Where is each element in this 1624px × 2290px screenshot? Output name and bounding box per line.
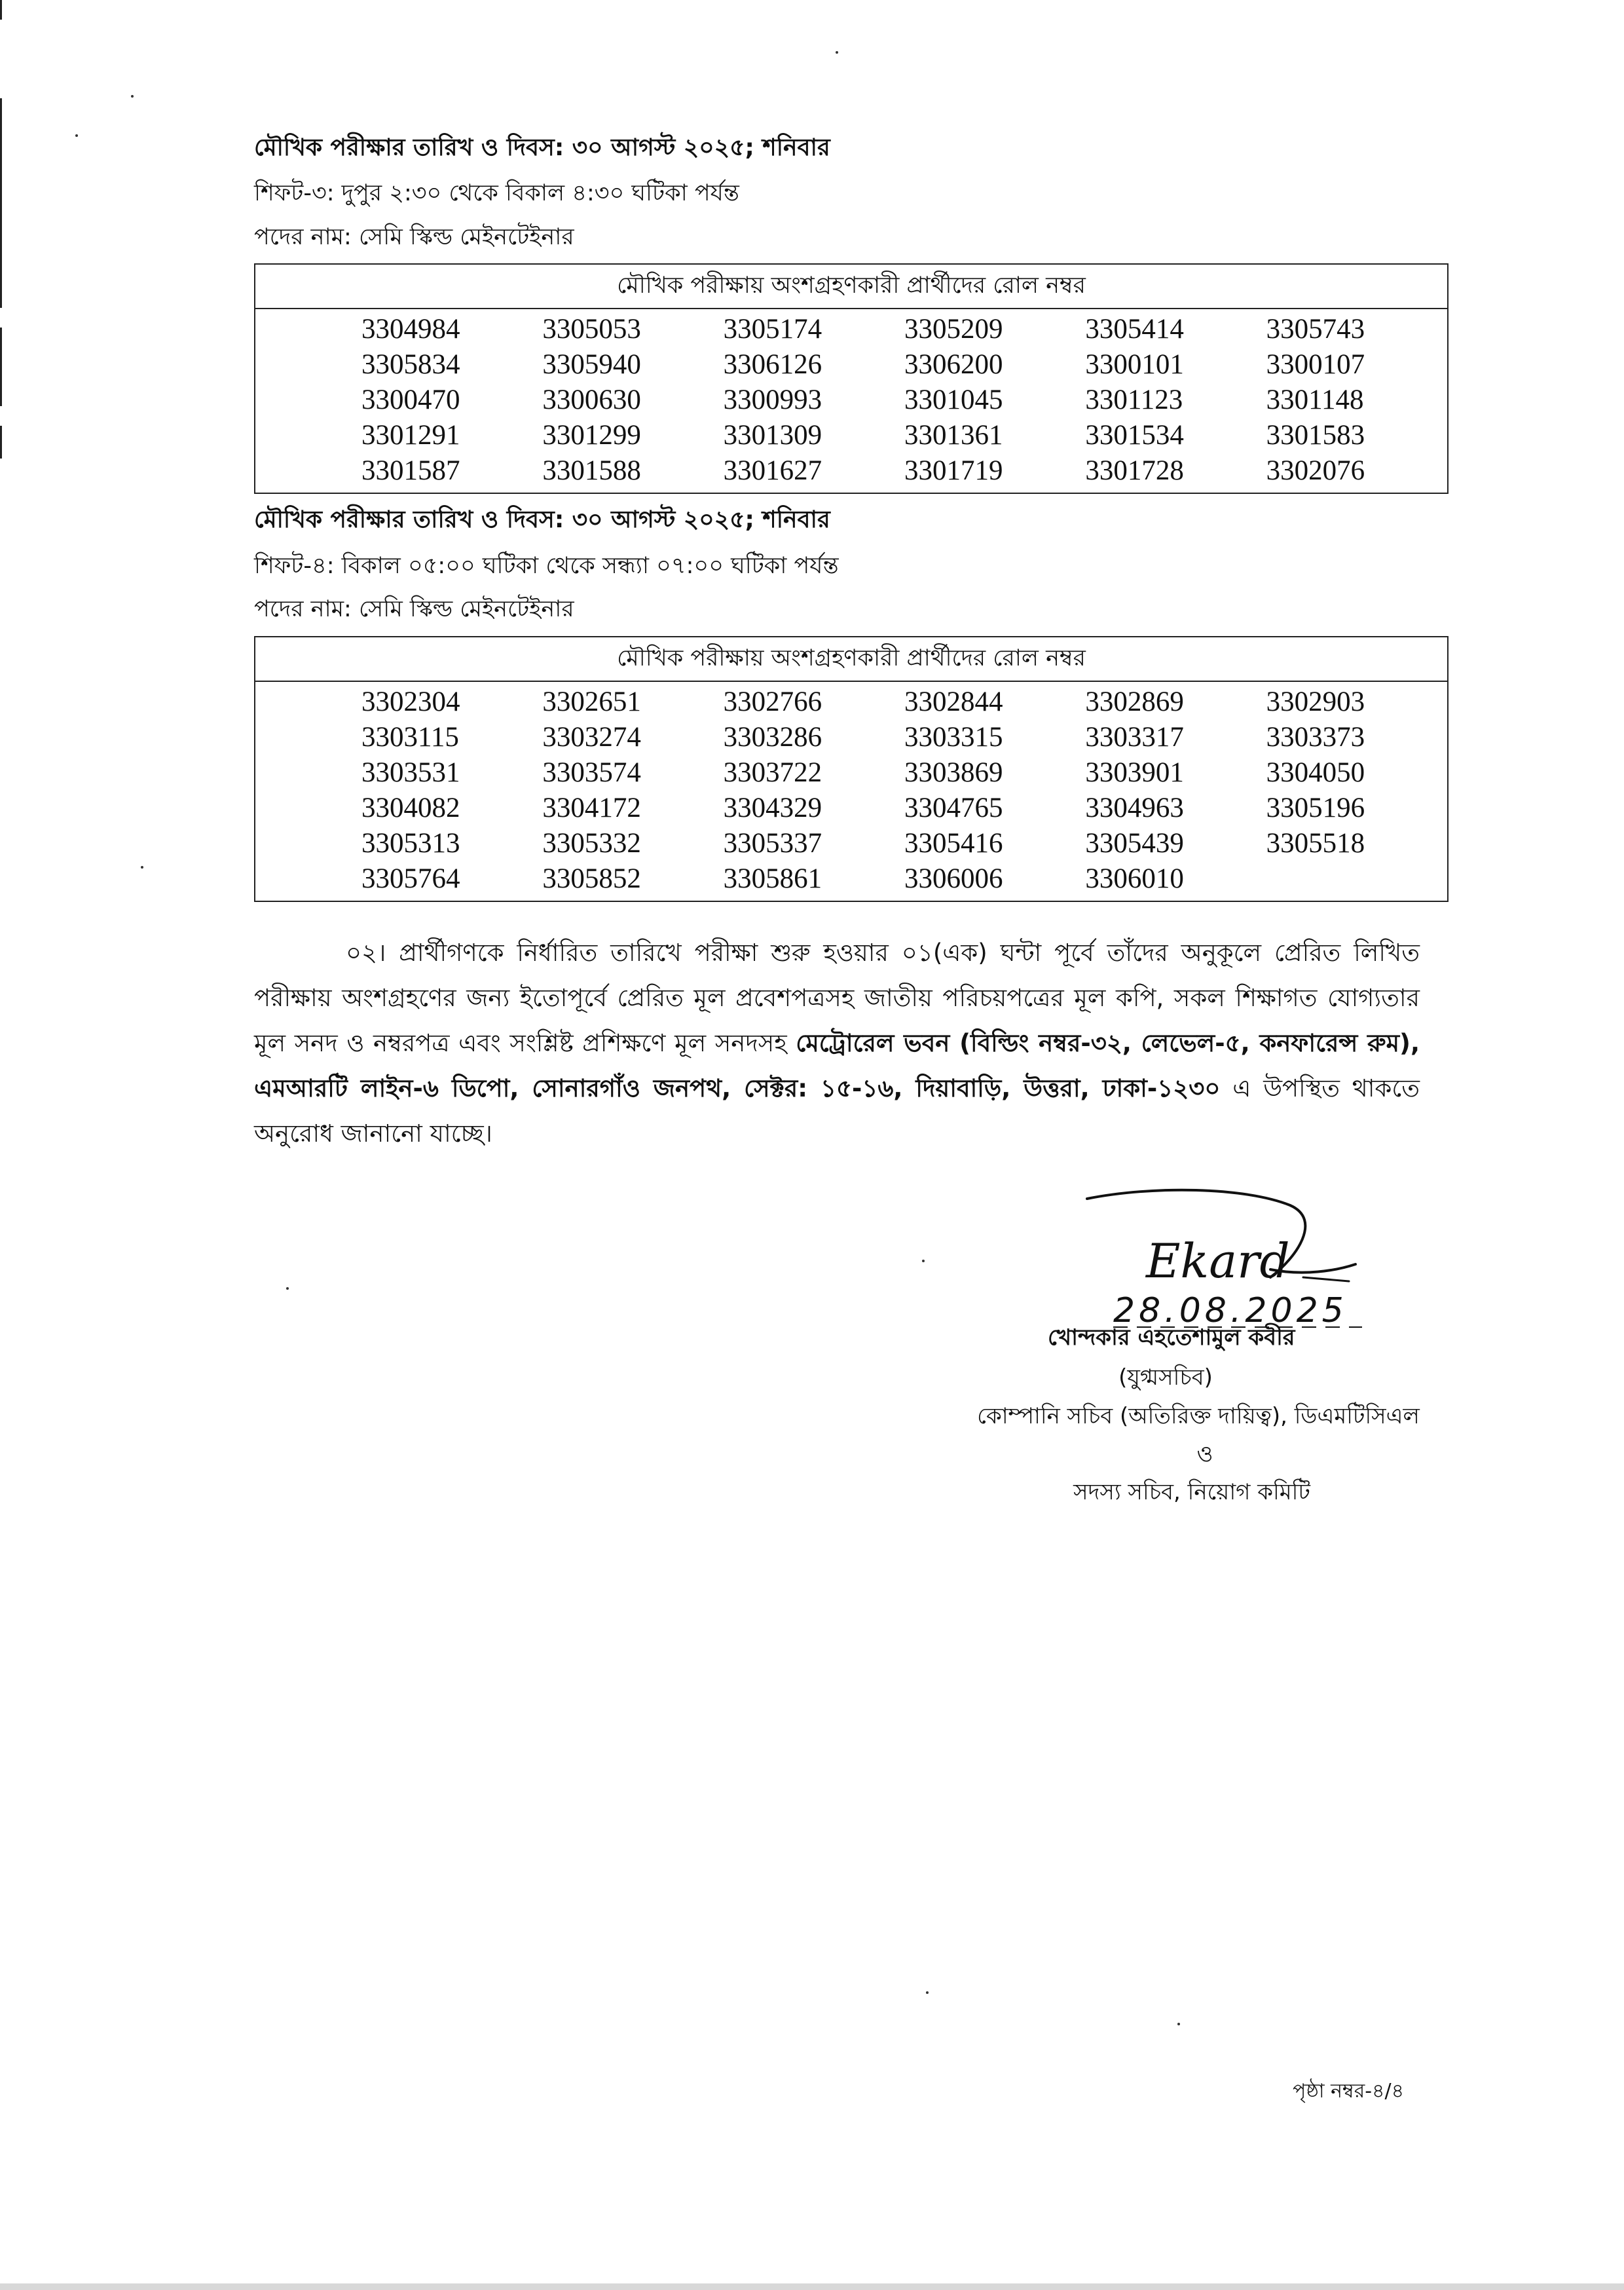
- roll-number: 3304050: [1266, 757, 1365, 788]
- signature-date-script: 28.08.2025: [1113, 1291, 1348, 1330]
- roll-number: 3300107: [1266, 349, 1365, 380]
- roll-number: 3302903: [1266, 686, 1365, 717]
- signatory-role-2: সদস্য সচিব, নিয়োগ কমিটি: [1073, 1479, 1310, 1505]
- roll-number: 3305764: [361, 863, 460, 894]
- scan-speck: [1177, 2023, 1180, 2025]
- signatory-name: খোন্দকার এহতেশামুল কবীর: [1048, 1324, 1295, 1351]
- roll-number: 3305518: [1266, 828, 1365, 859]
- roll-number: 3301534: [1085, 420, 1184, 451]
- roll-number: 3305337: [723, 828, 822, 859]
- roll-number: 3301728: [1085, 455, 1184, 486]
- table-row: [255, 685, 1447, 720]
- roll-number: 3305209: [904, 314, 1003, 345]
- roll-number: 3305416: [904, 828, 1003, 859]
- roll-number: 3301361: [904, 420, 1003, 451]
- table-row: [255, 791, 1447, 826]
- instruction-text: ০২। প্রার্থীগণকে নির্ধারিত তারিখে পরীক্ষা শুরু হওয়ার ০১(এক) ঘন্টা পূর্বে তাঁদের অনুকূলে প্রেরিত লিখিত পরীক্ষায় অংশগ্রহণের জন্য ইতোপূর্বে প্রেরিত মূল প্রবেশপত্রসহ জাতীয় পরিচয়পত্রের মূল কপি, সকল শিক্ষাগত যোগ্যতার মূল সনদ ও নম্বরপত্র এবং সংশ্লিষ্ট প্রশিক্ষণে মূল সনদসহ: [254, 939, 1420, 1057]
- scan-speck: [286, 1287, 289, 1290]
- scan-edge-mark: [0, 426, 2, 459]
- roll-number: [1266, 861, 1447, 897]
- table-row: [255, 453, 1447, 489]
- roll-number: 3305174: [723, 314, 822, 345]
- roll-number: 3305414: [1085, 314, 1184, 345]
- roll-number: 3306006: [904, 863, 1003, 894]
- roll-number: 3303115: [361, 722, 459, 753]
- roll-number: 3303373: [1266, 722, 1365, 753]
- post-name-1: পদের নাম: সেমি স্কিল্ড মেইনটেইনার: [254, 224, 574, 250]
- table-row: [255, 720, 1447, 755]
- roll-number: 3304329: [723, 793, 822, 823]
- roll-number: 3300101: [1085, 349, 1184, 380]
- scan-speck: [75, 134, 78, 137]
- roll-number: 3305861: [723, 863, 822, 894]
- roll-number: 3301587: [361, 455, 460, 486]
- roll-number: 3301627: [723, 455, 822, 486]
- shift-line-2: শিফট-৪: বিকাল ০৫:০০ ঘটিকা থেকে সন্ধ্যা ০৭:০০ ঘটিকা পর্যন্ত: [254, 553, 839, 579]
- scan-speck: [926, 1991, 929, 1994]
- table-row: [255, 383, 1447, 418]
- exam-date-heading-1: মৌখিক পরীক্ষার তারিখ ও দিবস: ৩০ আগস্ট ২০২৫; শনিবার: [254, 134, 830, 161]
- roll-number: 3303274: [542, 722, 641, 753]
- roll-table-body: [255, 682, 1447, 901]
- roll-number: 3303722: [723, 757, 822, 788]
- scan-edge-mark: [0, 0, 2, 20]
- scan-edge-mark: [0, 98, 2, 308]
- table-row: [255, 755, 1447, 791]
- venue-text: মেট্রোরেল ভবন (বিল্ডিং নম্বর-৩২, লেভেল-৫, কনফারেন্স রুম), এমআরটি লাইন-৬ ডিপো, সোনারগাঁও জনপথ, সেক্টর: ১৫-১৬, দিয়াবাড়ি, উত্তরা, ঢাকা-১২৩০: [254, 1029, 1420, 1102]
- roll-number: 3302869: [1085, 686, 1184, 717]
- roll-number: 3302766: [723, 686, 822, 717]
- table-row: [255, 826, 1447, 861]
- roll-number: 3306200: [904, 349, 1003, 380]
- roll-number: 3305196: [1266, 793, 1365, 823]
- scan-edge-mark: [0, 328, 2, 406]
- roll-number: 3303315: [904, 722, 1003, 753]
- roll-number: 3301588: [542, 455, 641, 486]
- roll-number: 3300470: [361, 385, 460, 415]
- roll-number: 3302076: [1266, 455, 1365, 486]
- scan-speck: [922, 1260, 925, 1262]
- post-name-2: পদের নাম: সেমি স্কিল্ড মেইনটেইনার: [254, 596, 574, 622]
- roll-number: 3301309: [723, 420, 822, 451]
- roll-number: 3304172: [542, 793, 641, 823]
- roll-table-caption: মৌখিক পরীক্ষায় অংশগ্রহণকারী প্রার্থীদের রোল নম্বর: [255, 637, 1447, 682]
- table-row: [255, 861, 1447, 897]
- roll-number: 3303901: [1085, 757, 1184, 788]
- roll-number: 3301123: [1085, 385, 1183, 415]
- roll-number: 3305053: [542, 314, 641, 345]
- roll-number: 3305852: [542, 863, 641, 894]
- roll-number: 3305743: [1266, 314, 1365, 345]
- roll-number: 3301299: [542, 420, 641, 451]
- instruction-paragraph: [254, 930, 1420, 1156]
- roll-number: 3304984: [361, 314, 460, 345]
- roll-number: 3300993: [723, 385, 822, 415]
- signatory-conjunction: ও: [1196, 1441, 1213, 1467]
- roll-number: 3305834: [361, 349, 460, 380]
- roll-number: 3303574: [542, 757, 641, 788]
- roll-number: 3301148: [1266, 385, 1364, 415]
- roll-number: 3305313: [361, 828, 460, 859]
- scan-speck: [131, 95, 134, 98]
- roll-number: 3305332: [542, 828, 641, 859]
- roll-number: 3300630: [542, 385, 641, 415]
- roll-number: 3305940: [542, 349, 641, 380]
- roll-number: 3303317: [1085, 722, 1184, 753]
- roll-table-caption: মৌখিক পরীক্ষায় অংশগ্রহণকারী প্রার্থীদের রোল নম্বর: [255, 265, 1447, 309]
- roll-number: 3304765: [904, 793, 1003, 823]
- table-row: [255, 312, 1447, 347]
- roll-number: 3305439: [1085, 828, 1184, 859]
- roll-table-1: [254, 263, 1449, 494]
- exam-date-heading-2: মৌখিক পরীক্ষার তারিখ ও দিবস: ৩০ আগস্ট ২০২৫; শনিবার: [254, 506, 830, 533]
- signature-name-script: Ekard: [1146, 1233, 1290, 1288]
- instruction-text-end: এ উপস্থিত থাকতে অনুরোধ জানানো যাচ্ছে।: [254, 1074, 1420, 1148]
- roll-number: 3301291: [361, 420, 460, 451]
- roll-number: 3304963: [1085, 793, 1184, 823]
- roll-number: 3306126: [723, 349, 822, 380]
- handwritten-signature: [1074, 1179, 1441, 1336]
- scan-bottom-edge: [0, 2283, 1624, 2290]
- roll-number: 3301045: [904, 385, 1003, 415]
- shift-line-1: শিফট-৩: দুপুর ২:৩০ থেকে বিকাল ৪:৩০ ঘটিকা পর্যন্ত: [254, 180, 739, 206]
- roll-number: 3301583: [1266, 420, 1365, 451]
- table-row: [255, 347, 1447, 383]
- roll-table-2: [254, 636, 1449, 902]
- roll-number: 3304082: [361, 793, 460, 823]
- roll-table-body: [255, 309, 1447, 493]
- roll-number: 3302651: [542, 686, 641, 717]
- scan-speck: [836, 51, 838, 54]
- roll-number: 3303531: [361, 757, 460, 788]
- roll-number: 3303286: [723, 722, 822, 753]
- scan-speck: [141, 866, 143, 869]
- roll-number: 3301719: [904, 455, 1003, 486]
- roll-number: 3302844: [904, 686, 1003, 717]
- signatory-designation: (যুগ্মসচিব): [1118, 1364, 1213, 1391]
- signatory-role-1: কোম্পানি সচিব (অতিরিক্ত দায়িত্ব), ডিএমটিসিএল: [977, 1403, 1420, 1429]
- table-row: [255, 418, 1447, 453]
- roll-number: 3302304: [361, 686, 460, 717]
- roll-number: 3306010: [1085, 863, 1184, 894]
- page-number: পৃষ্ঠা নম্বর-৪/৪: [1293, 2080, 1405, 2103]
- roll-number: 3303869: [904, 757, 1003, 788]
